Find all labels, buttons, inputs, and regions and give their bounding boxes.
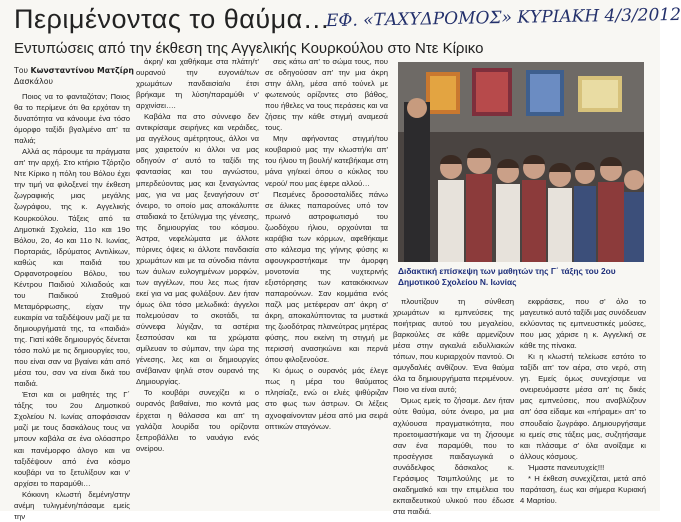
subheadline: Εντυπώσεις από την έκθεση της Αγγελικής Κουρκούλου στο Ντε Κίρικο <box>14 40 484 57</box>
photo-caption: Διδακτική επίσκεψη των μαθητών της Γ΄ τάξης του 2ου Δημοτικού Σχολείου Ν. Ιωνίας <box>398 266 616 287</box>
paragraph: * Η έκθεση συνεχίζεται, μετά από παράταση, έως και σήμερα Κυριακή 4 Μαρτίου. <box>520 473 646 505</box>
paragraph: Πεσμένες δροσοσταλίδες πάνω σε άλικες παπαρούνες υπό τον πρωινό αστροφωτισμό του ζωοδόχου ήλιου, ορχούνται τα καράβια των κόρμων, αφεθήκαμε στο κάλεσμα της γήινης φύσης κι αφουγκραστήκαμε την άμορφη μονοτονία της νυχτερινής εξιστόρησης των κατακόκκινων παπαρούνων. Σαν κομμάτια ενός παζλ μας μετέφεραν απ' άκρη σ' άκρη, αποκαλύπτοντας τα μυστικά της ζωοδότρας πλανεύτρας μητέρας φύσης, που εκείνη τη στιγμή με περισσή ανασηκώνει και περνά όπου φιλοξενούσε. <box>265 189 388 365</box>
photo-illustration <box>398 62 644 262</box>
paragraph: άκρη/ και χαθήκαμε στα πλάτη/τ' ουρανού την ευγονιά/των χρωμάτων πανδαισία/κι έτσι βρήκαμε τη λύση/παραμύθι ν' αρχινίσει…. <box>136 57 259 111</box>
paragraph: Έτσι και οι μαθητές της Γ΄ τάξης του 2ου Δημοτικού Σχολείου Ν. Ιωνίας αποφάσισαν μαζί με τους δασκάλους τους να μπουν καβάλα σε ένα ολόασπρο και πανέμορφο άλογο και να ταξιδέψουν από ένα κόσμο κουβάρι να το ξετυλίξουν και ν' αρχίσει το παραμύθι… <box>14 390 130 488</box>
text-column-4 <box>393 296 514 516</box>
exhibition-photo <box>398 62 644 262</box>
paragraph: σεις κάτω απ' το σώμα τους, που σε οδηγούσαν απ' την μια άκρη στην άλλη, μέσα από τούνελ με φωτεινούς ορίζοντες στο βάθος, που ήθελες να τους περάσεις και να ζήσεις την κάθε στιγμή αναμεσά τους. <box>265 57 388 133</box>
paragraph: πλουτίζουν τη σύνθεση χρωμάτων κι εμπνεύσεις της ποιήτριας αυτού του μεγαλείου, βαρκούλες σε κάθε αρμενίζουν μέσα στην αγκαλιά ειδυλλιακών τόπων, που κυριαρχούν παντού. Οι αμυγδαλιές ανθίζουν. Ένα θαύμα όλα τα δημιουργήματα περιμένουν. Ποιο να είναι αυτό; <box>393 297 514 395</box>
paragraph: Κόκκινη κλωστή δεμένη/στην ανέμη τυλιγμένη/πάσαμε εμείς την <box>14 489 130 521</box>
text-column-3 <box>265 56 388 503</box>
paragraph: Αλλά ας πάρουμε τα πράγματα απ' την αρχή. Στο κτήριο Τζόρτζιο Ντε Κίρικο η πόλη του Βόλου έχει την τιμή να φιλοξενεί την έκθεση ζωγραφικής μιας μεγάλης ζωγράφου, της κ. Αγγελικής Κουρκούλου. Τάξεις από τα Δημοτικά Σχολεία, 11ο και 19ο Βόλου, 2ο, 4ο και 11ο Ν. Ιωνίας, Πορταριάς, Ιδρύματος Αντιλίκων, καθώς και παιδιά του Ορφανοτροφείου Βόλου, του Κέντρου Παιδιού Χιλιαδούς και του Παιδικού Σταθμού Μεταμόρφωσης, είχαν την ευκαιρία να ταξιδέψουν μαζί με τα δημιουργήματά της, τα «παιδιά» της. Γιατί κάθε δημιουργός δένεται τόσο πολύ με τις δημιουργίες του, που είναι σαν να βγαίνει κάτι από μέσα του, σαν να είναι δικά του παιδιά. <box>14 147 130 389</box>
byline-prefix: Του <box>14 66 31 75</box>
paragraph: Το κουβάρι συνεχίζει κι ο ουρανός βαθαίνει, πιο κοντά μας έρχεται η θάλασσα και απ' τη γαλάζια λουρίδα του ορίζοντα ξεπροβάλλει το ναυάγιο ενός ονείρου. <box>136 388 259 453</box>
text-column-2 <box>136 56 259 503</box>
paragraph: Όμως εμείς το ζήσαμε. Δεν ήταν ούτε θαύμα, ούτε όνειρο, μα μια αχλύουσα πραγματικότητα, που προετοιμαστήκαμε να τη ζήσουμε σαν ένα παραμύθι, που το προσέγγισε παιδαγωγικά ο συνάδελφος δάσκαλος κ. Γεράσιμος Τσιμπλούλης με το ακαδημαϊκό και την επιμέλεια του εκπαιδευτικού υλικού που έδωσε στα παιδιά. <box>393 396 514 516</box>
paragraph: εκφράσεις, που σ' όλο το μαγευτικό αυτό ταξίδι μας συνόδευαν εκλύοντας τις εμπνευστικές μούσες, που μας χάρισε η κ. Αγγελική σε κάθε της πίνακα. <box>520 297 646 351</box>
byline-author: Κωνσταντίνου Ματζίρη <box>30 66 134 75</box>
handwritten-source-note: ΕΦ. «ΤΑΧΥΔΡΟΜΟΣ» ΚΥΡΙΑΚΗ 4/3/2012 <box>325 4 681 32</box>
paragraph: Ποιος να το φανταζόταν; Ποιος θα το περίμενε ότι θα ερχόταν τη δυνατότητα να κάνουμε ένα τόσο όμορφο ταξίδι βγαλμένο απ' τα παλιά; <box>14 92 130 146</box>
paragraph: Ήμαστε πανευτυχείς!!! <box>528 462 605 472</box>
paragraph: Καβάλα πα στο σύννεφο δεν αντικρίσαμε σειρήνες και νεράιδες, μα αγγέλους αμέτρητους, άλλοι να μας χαιρετούν κι άλλοι να μας οδηγούν σ' αυτό το ταξίδι της φαντασίας και του αγνώστου, μπερδεύοντας μας και ξεναγώντας μας, για να μας ξεναγήσουν στ' όνειρο, το οποίο μας αποκάλυπτε σταδιακά το ξετύλιγμα της γένεσης, της δημιουργίας του κόσμου. Άστρα, νεφελώματα με άλλοτε πύρινες όψεις κι άλλοτε πανδαισία χρωμάτων και με τα σύνοδια πάντα των άυλων ευλογημένων μορφών, των αγγέλων, που λες πως ήταν εκεί για να μας φυλάξουν. Δεν ήταν όμως όλα τόσο μελωδικά: άγγελοι πολεμούσαν το σκοτάδι, τα σύννεφα λύγιζαν, τα αστέρια ξεσπούσαν και τα χρώματα σμίλευαν το σύμπαν, την ώρα της γένεσης, λες και οι δημιουργίες ανέβαιναν ψηλά στον ουρανό της Δημιουργίας. <box>136 112 259 387</box>
text-column-5 <box>520 296 646 503</box>
paragraph: Κι όμως ο ουρανός μάς έλεγε πως η μέρα του θαύματος πλησίαζε, ενώ οι ελιές ψιθύριζαν στο φως των άστρων. Οι λέξεις αχνοφαίνονταν μέσα από μια σειρά οπτικών σταγόνων. <box>265 366 388 431</box>
text-column-1 <box>14 91 130 521</box>
headline: Περιμένοντας το θαύμα… <box>14 4 331 34</box>
byline-role: Δασκάλου <box>14 77 54 86</box>
paragraph: Μην αφήνοντας στιγμή/του κουβαριού μας την κλωστή/κι απ' του ήλιου τη βουλή/ κατεβήκαμε στη μάνα γη/εκεί όπου ο κύκλος του νερού/ που μας έφερε αλλού… <box>265 134 388 188</box>
paragraph: Κι η κλωστή τελείωσε εστότο το ταξίδι απ' τον αέρα, στο νερό, στη γη. Εμείς όμως συνεχίσαμε να ονειρευόμαστε μέσα απ' τις δικές μας εμπνεύσεις, που αναβλύζουν απ' όσα είδαμε και «πήραμε» απ' το σπουδαίο ζωγράφο. Δημιουργήσαμε κι εμείς στις τάξεις μας, συζητήσαμε και πλάσαμε σ' όλα ανοίξαμε κι άλλους κόσμους. <box>520 352 646 461</box>
